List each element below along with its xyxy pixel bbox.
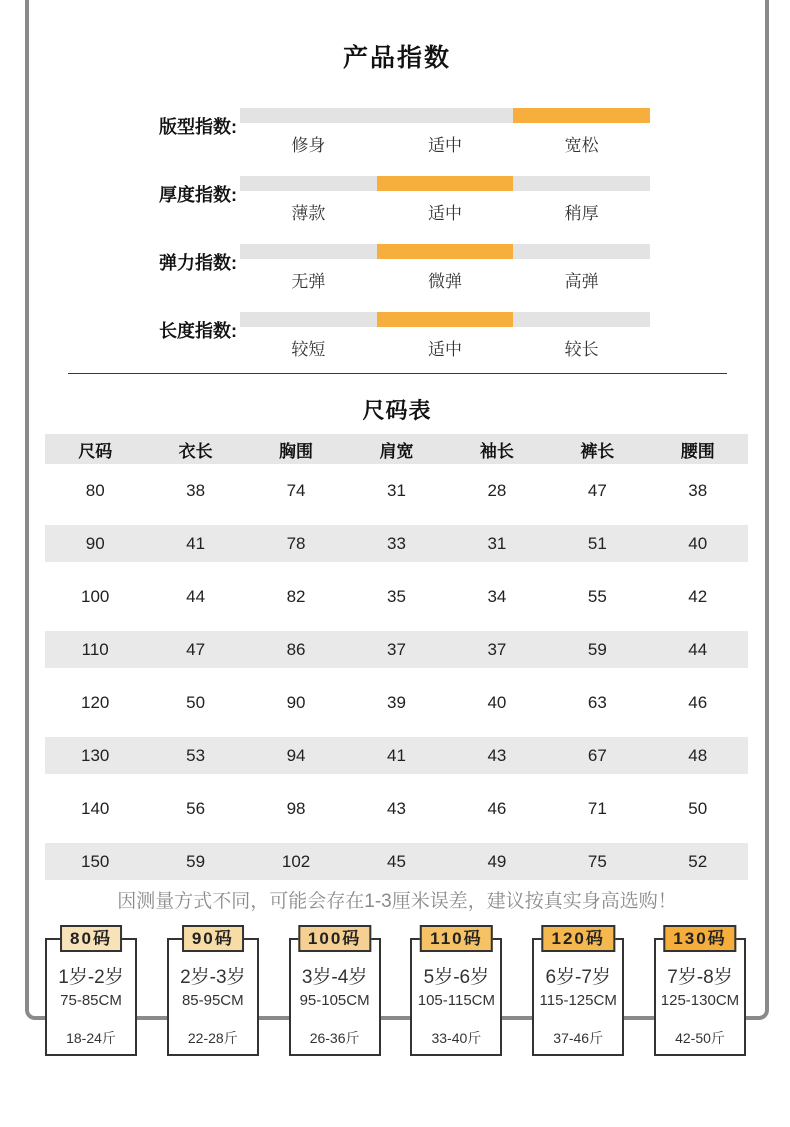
table-cell: 33 <box>387 533 406 553</box>
size-card-body <box>45 938 137 1056</box>
table-cell: 41 <box>387 745 406 765</box>
table-cell: 110 <box>81 639 109 659</box>
size-table-body <box>45 464 748 888</box>
table-cell: 150 <box>81 851 110 871</box>
table-header-cell: 衣长 <box>178 441 213 461</box>
table-row <box>45 835 748 888</box>
index-option-label: 薄款 <box>291 204 326 223</box>
table-cell: 140 <box>81 798 110 818</box>
index-bar-active-segment <box>377 312 514 327</box>
size-card-weight: 26-36斤 <box>309 1030 360 1046</box>
size-card-badge: 100码 <box>298 925 371 952</box>
table-cell: 28 <box>487 480 507 500</box>
size-card-height: 115-125CM <box>539 992 617 1009</box>
section-divider <box>68 373 727 374</box>
table-cell: 38 <box>186 480 206 500</box>
size-card-height: 75-85CM <box>60 992 122 1009</box>
size-card-weight: 18-24斤 <box>66 1030 116 1046</box>
size-card-age: 5岁-6岁 <box>423 967 490 988</box>
index-row <box>0 176 790 236</box>
size-card-badge: 120码 <box>542 925 615 952</box>
table-cell: 35 <box>387 586 406 606</box>
size-card-body <box>289 938 381 1056</box>
index-bar-track <box>240 312 650 327</box>
index-bar-track <box>240 108 650 123</box>
table-cell: 40 <box>688 533 708 553</box>
index-option-label: 修身 <box>291 136 326 155</box>
table-cell: 31 <box>487 533 507 553</box>
table-cell: 82 <box>286 586 306 606</box>
index-row <box>0 312 790 372</box>
table-row <box>45 464 748 517</box>
table-header-cell: 胸围 <box>279 441 314 461</box>
size-card-height: 85-95CM <box>181 992 244 1009</box>
size-card-height: 105-115CM <box>417 992 496 1009</box>
table-cell: 47 <box>186 639 206 659</box>
index-option-label: 较长 <box>564 340 599 359</box>
table-cell: 43 <box>487 745 507 765</box>
size-card <box>654 925 746 1056</box>
size-card-badge: 130码 <box>663 925 736 952</box>
table-cell: 67 <box>587 745 607 765</box>
size-card-badge: 90码 <box>182 925 244 952</box>
index-bar-options <box>240 131 650 156</box>
size-cards-row <box>45 925 746 1056</box>
table-cell: 37 <box>387 639 406 659</box>
table-header-cell: 裤长 <box>580 441 615 461</box>
table-cell: 46 <box>688 692 708 712</box>
table-cell: 55 <box>587 586 607 606</box>
size-card <box>289 925 381 1056</box>
measurement-note: 因测量方式不同，可能会存在1-3厘米误差，建议按真实身高选购！ <box>117 891 677 912</box>
size-table <box>45 434 748 888</box>
table-cell: 130 <box>81 745 110 765</box>
size-card-body <box>410 938 502 1056</box>
index-option-label: 适中 <box>428 340 462 359</box>
table-cell: 59 <box>186 851 206 871</box>
index-option-label: 宽松 <box>564 136 599 155</box>
table-cell: 39 <box>387 692 406 712</box>
table-cell: 78 <box>286 533 306 553</box>
size-card-body <box>532 938 624 1056</box>
table-cell: 52 <box>688 851 708 871</box>
size-table-header-row <box>45 434 748 464</box>
index-bar-active-segment <box>377 244 514 259</box>
size-card-age: 2岁-3岁 <box>180 967 246 988</box>
size-card-weight: 42-50斤 <box>675 1030 725 1046</box>
table-row <box>45 517 748 570</box>
size-card-weight: 22-28斤 <box>187 1030 238 1046</box>
table-row <box>45 676 748 729</box>
size-card-height: 125-130CM <box>660 992 740 1009</box>
size-card-badge: 110码 <box>420 925 492 952</box>
table-cell: 71 <box>587 798 607 818</box>
size-card <box>532 925 624 1056</box>
table-cell: 41 <box>186 533 206 553</box>
size-card-body <box>167 938 259 1056</box>
table-cell: 100 <box>81 586 110 606</box>
table-cell: 48 <box>688 745 708 765</box>
table-header-cell: 腰围 <box>680 441 715 461</box>
index-option-label: 较短 <box>291 340 326 359</box>
table-cell: 31 <box>387 480 406 500</box>
table-cell: 74 <box>286 480 306 500</box>
table-cell: 53 <box>186 745 206 765</box>
table-cell: 94 <box>286 745 306 765</box>
table-cell: 38 <box>688 480 708 500</box>
table-cell: 120 <box>81 692 110 712</box>
table-header-cell: 袖长 <box>479 441 514 461</box>
table-cell: 37 <box>487 639 507 659</box>
index-bar-track <box>240 176 650 191</box>
table-cell: 44 <box>186 586 206 606</box>
table-cell: 34 <box>487 586 507 606</box>
size-card-age: 7岁-8岁 <box>667 967 733 988</box>
table-row <box>45 570 748 623</box>
table-header-cell: 肩宽 <box>379 441 414 461</box>
table-cell: 44 <box>688 639 708 659</box>
index-bar-track <box>240 244 650 259</box>
table-cell: 47 <box>587 480 607 500</box>
table-cell: 75 <box>587 851 607 871</box>
size-card-age: 6岁-7岁 <box>545 967 611 988</box>
index-option-label: 微弹 <box>428 272 462 291</box>
index-bar-options <box>240 199 650 224</box>
table-cell: 63 <box>587 692 607 712</box>
table-header-cell: 尺码 <box>78 441 113 461</box>
table-cell: 43 <box>387 798 406 818</box>
index-option-label: 无弹 <box>291 272 326 291</box>
size-card-height: 95-105CM <box>299 992 370 1009</box>
table-row <box>45 782 748 835</box>
size-card-weight: 37-46斤 <box>553 1030 604 1046</box>
size-card <box>410 925 502 1056</box>
table-cell: 90 <box>85 533 105 553</box>
size-card-badge: 80码 <box>60 925 122 952</box>
index-bar-active-segment <box>513 108 650 123</box>
index-option-label: 适中 <box>428 136 462 155</box>
index-row-label: 厚度指数: <box>159 185 237 205</box>
table-cell: 90 <box>286 692 306 712</box>
table-cell: 40 <box>487 692 507 712</box>
table-cell: 51 <box>587 533 607 553</box>
table-cell: 86 <box>286 639 306 659</box>
size-card-body <box>654 938 746 1056</box>
size-card-age: 3岁-4岁 <box>301 967 368 988</box>
table-cell: 49 <box>487 851 507 871</box>
table-cell: 46 <box>487 798 507 818</box>
index-option-label: 稍厚 <box>564 204 599 223</box>
table-row <box>45 623 748 676</box>
size-card <box>45 925 137 1056</box>
table-cell: 80 <box>85 480 105 500</box>
index-bar-active-segment <box>377 176 514 191</box>
size-card <box>167 925 259 1056</box>
size-card-age: 1岁-2岁 <box>58 967 124 988</box>
table-cell: 42 <box>688 586 708 606</box>
index-bar-options <box>240 335 650 360</box>
table-cell: 45 <box>387 851 406 871</box>
page-title: 产品指数 <box>342 44 451 72</box>
table-cell: 59 <box>587 639 607 659</box>
index-row-label: 弹力指数: <box>159 253 237 273</box>
index-bar-options <box>240 267 650 292</box>
table-cell: 50 <box>186 692 206 712</box>
table-cell: 102 <box>281 851 311 871</box>
table-row <box>45 729 748 782</box>
index-row-label: 版型指数: <box>159 117 237 137</box>
table-cell: 50 <box>688 798 708 818</box>
index-option-label: 高弹 <box>564 272 599 291</box>
size-chart-title: 尺码表 <box>362 398 432 423</box>
index-option-label: 适中 <box>428 204 462 223</box>
index-row <box>0 108 790 168</box>
size-card-weight: 33-40斤 <box>431 1030 482 1046</box>
table-cell: 98 <box>286 798 306 818</box>
table-cell: 56 <box>186 798 206 818</box>
index-row-label: 长度指数: <box>159 321 237 341</box>
index-row <box>0 244 790 304</box>
